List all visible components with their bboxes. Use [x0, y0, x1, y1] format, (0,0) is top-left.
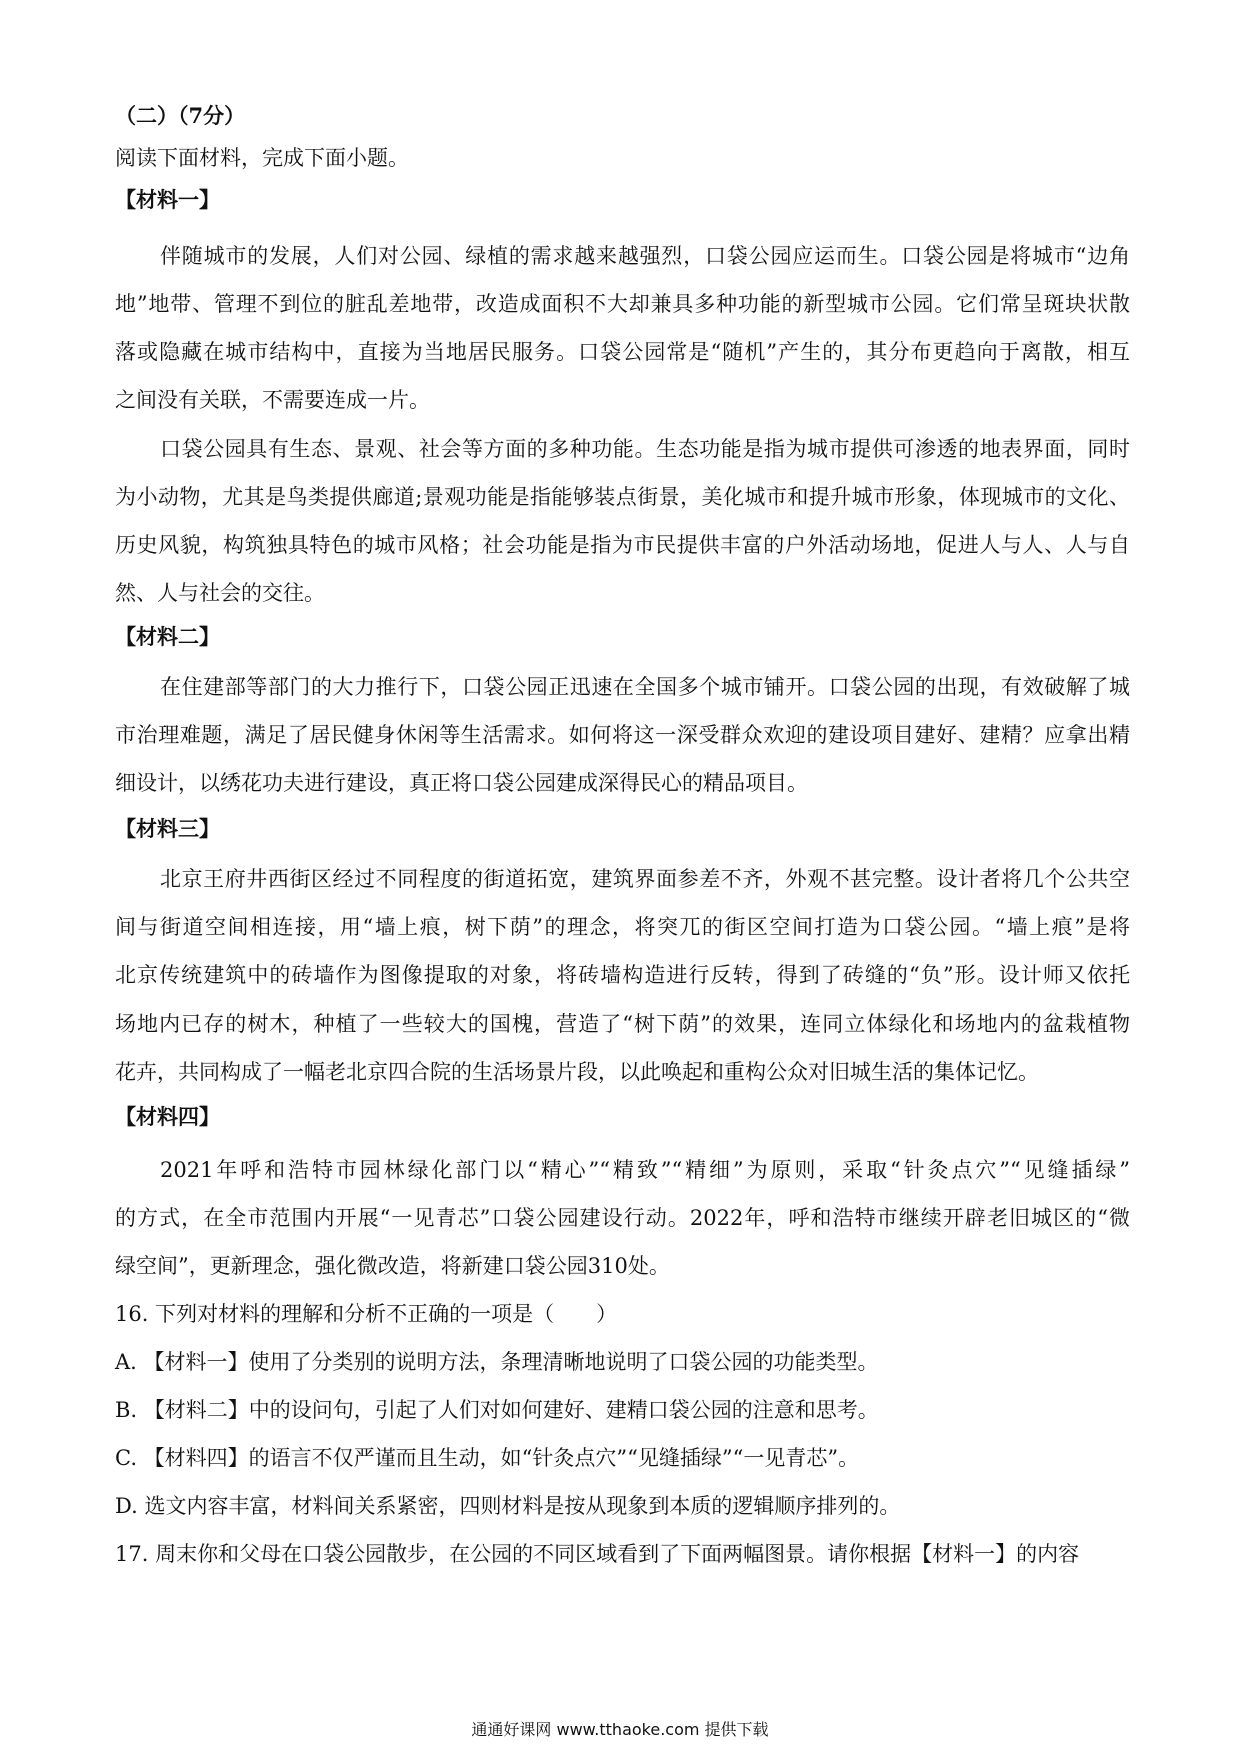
question-17-stem: 17. 周末你和父母在口袋公园散步，在公园的不同区域看到了下面两幅图景。请你根据【材料一】的内容 — [115, 1542, 1080, 1566]
section-instruction: 阅读下面材料，完成下面小题。 — [115, 146, 409, 170]
material2-p1-line1: 在住建部等部门的大力推行下，口袋公园正迅速在全国多个城市铺开。口袋公园的出现，有效破解了城 — [160, 675, 1130, 699]
material1-p2-line3: 历史风貌，构筑独具特色的城市风格；社会功能是指为市民提供丰富的户外活动场地，促进人与人、人与自 — [115, 533, 1130, 557]
material3-p1-line1: 北京王府井西街区经过不同程度的街道拓宽，建筑界面参差不齐，外观不甚完整。设计者将几个公共空 — [160, 867, 1130, 891]
question-16-option-b: B. 【材料二】中的设问句，引起了人们对如何建好、建精口袋公园的注意和思考。 — [115, 1398, 879, 1422]
material4-p1-line1: 2021年呼和浩特市园林绿化部门以“精心”“精致”“精细”为原则，采取“针灸点穴”“见缝插绿” — [160, 1158, 1130, 1182]
material2-p1-line3: 细设计，以绣花功夫进行建设，真正将口袋公园建成深得民心的精品项目。 — [115, 771, 808, 795]
material1-p1-line4: 之间没有关联，不需要连成一片。 — [115, 388, 430, 412]
question-16-option-d: D. 选文内容丰富，材料间关系紧密，四则材料是按从现象到本质的逻辑顺序排列的。 — [115, 1494, 901, 1518]
material1-p1-line1: 伴随城市的发展，人们对公园、绿植的需求越来越强烈，口袋公园应运而生。口袋公园是将城市“边角 — [160, 244, 1130, 268]
material1-p2-line1: 口袋公园具有生态、景观、社会等方面的多种功能。生态功能是指为城市提供可渗透的地表界面，同时 — [160, 437, 1130, 461]
material4-p1-line2: 的方式，在全市范围内开展“一见青芯”口袋公园建设行动。2022年，呼和浩特市继续开辟老旧城区的“微 — [115, 1206, 1130, 1230]
question-16-stem: 16. 下列对材料的理解和分析不正确的一项是（ ） — [115, 1302, 618, 1326]
material3-p1-line3: 北京传统建筑中的砖墙作为图像提取的对象，将砖墙构造进行反转，得到了砖缝的“负”形。设计师又依托 — [115, 963, 1130, 987]
question-16-option-c: C. 【材料四】的语言不仅严谨而且生动，如“针灸点穴”“见缝插绿”“一见青芯”。 — [115, 1446, 860, 1470]
question-16-option-a: A. 【材料一】使用了分类别的说明方法，条理清晰地说明了口袋公园的功能类型。 — [115, 1350, 879, 1374]
material4-p1-line3: 绿空间”，更新理念，强化微改造，将新建口袋公园310处。 — [115, 1254, 670, 1278]
material3-label: 【材料三】 — [115, 816, 220, 841]
material3-p1-line2: 间与街道空间相连接，用“墙上痕，树下荫”的理念，将突兀的街区空间打造为口袋公园。“墙上痕”是将 — [115, 915, 1130, 939]
material2-p1-line2: 市治理难题，满足了居民健身休闲等生活需求。如何将这一深受群众欢迎的建设项目建好、建精？应拿出精 — [115, 723, 1130, 747]
material1-p2-line2: 为小动物，尤其是鸟类提供廊道;景观功能是指能够装点街景，美化城市和提升城市形象，体现城市的文化、 — [115, 485, 1130, 509]
material1-label: 【材料一】 — [115, 187, 220, 212]
material1-p1-line3: 落或隐藏在城市结构中，直接为当地居民服务。口袋公园常是“随机”产生的，其分布更趋向于离散，相互 — [115, 340, 1130, 364]
material1-p2-line4: 然、人与社会的交往。 — [115, 581, 325, 605]
material3-p1-line5: 花卉，共同构成了一幅老北京四合院的生活场景片段，以此唤起和重构公众对旧城生活的集体记忆。 — [115, 1060, 1039, 1084]
section-heading: （二）（7分） — [115, 103, 246, 128]
material3-p1-line4: 场地内已存的树木，种植了一些较大的国槐，营造了“树下荫”的效果，连同立体绿化和场地内的盆栽植物 — [115, 1012, 1130, 1036]
material1-p1-line2: 地”地带、管理不到位的脏乱差地带，改造成面积不大却兼具多种功能的新型城市公园。它们常呈斑块状散 — [115, 292, 1130, 316]
material2-label: 【材料二】 — [115, 624, 220, 649]
material4-label: 【材料四】 — [115, 1104, 220, 1129]
page-footer: 通通好课网 www.tthaoke.com 提供下载 — [471, 1720, 769, 1739]
